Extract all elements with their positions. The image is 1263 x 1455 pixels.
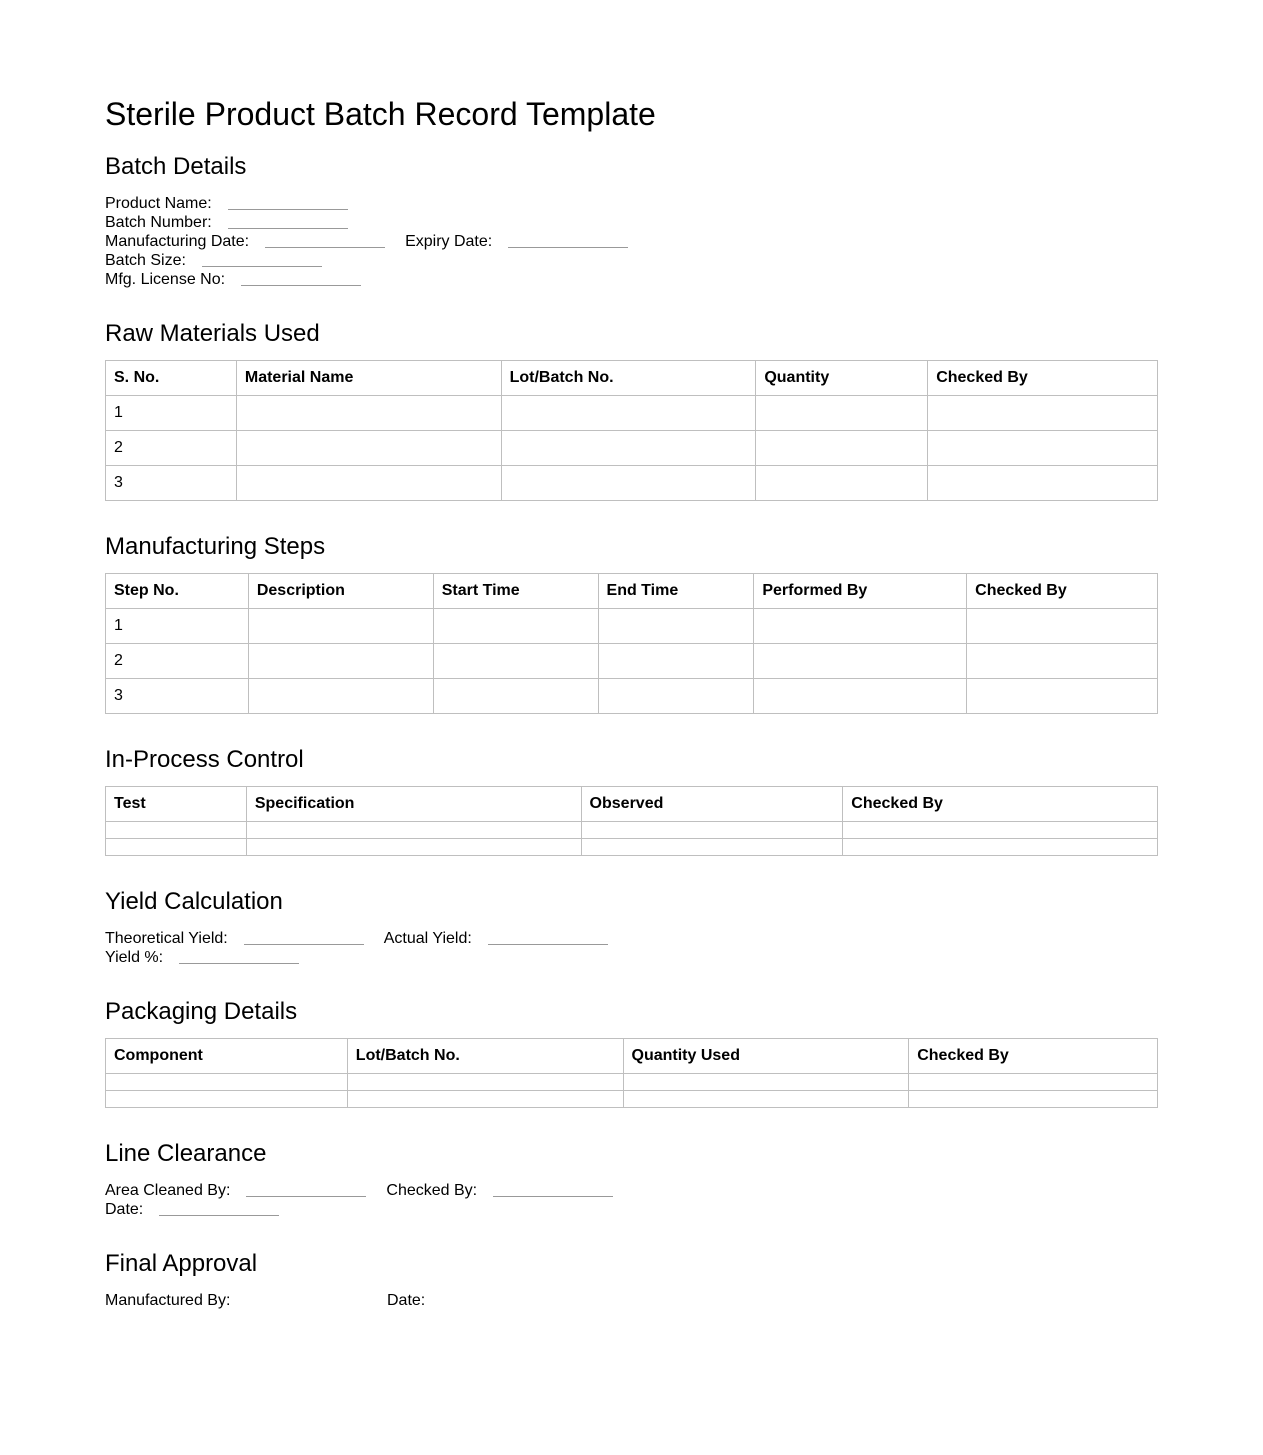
column-header: Quantity Used (623, 1039, 909, 1074)
column-header: Specification (246, 787, 581, 822)
table-row (106, 431, 1158, 466)
line-clearance-heading: Line Clearance (105, 1140, 267, 1167)
license-row (105, 270, 361, 289)
manufacturing-steps-table (105, 573, 1158, 714)
table-cell[interactable] (843, 822, 1158, 839)
final-approval-heading: Final Approval (105, 1250, 258, 1277)
column-header: Checked By (909, 1039, 1158, 1074)
table-cell[interactable] (623, 1074, 909, 1091)
table-cell[interactable] (106, 1091, 348, 1108)
date-label: Date: (105, 1201, 144, 1218)
in-process-control-heading: In-Process Control (105, 746, 304, 773)
table-row (106, 1074, 1158, 1091)
yield-percent-field[interactable] (179, 948, 299, 964)
table-cell[interactable] (581, 822, 843, 839)
yield-percent-row (105, 948, 299, 967)
table-header-row (106, 361, 1158, 396)
column-header: Description (248, 574, 433, 609)
row-number: 1 (106, 609, 249, 644)
table-cell[interactable] (623, 1091, 909, 1108)
row-number: 1 (106, 396, 237, 431)
table-cell[interactable] (928, 466, 1158, 501)
table-cell[interactable] (598, 679, 754, 714)
table-cell[interactable] (754, 644, 967, 679)
table-cell[interactable] (106, 822, 247, 839)
column-header: Start Time (433, 574, 598, 609)
table-cell[interactable] (754, 679, 967, 714)
column-header: Lot/Batch No. (347, 1039, 623, 1074)
table-cell[interactable] (433, 609, 598, 644)
in-process-control-table (105, 786, 1158, 856)
table-cell[interactable] (246, 822, 581, 839)
product-name-row (105, 194, 348, 213)
batch-details-heading: Batch Details (105, 153, 247, 180)
table-cell[interactable] (967, 609, 1158, 644)
table-row (106, 466, 1158, 501)
column-header: End Time (598, 574, 754, 609)
yield-percent-label: Yield %: (105, 949, 164, 966)
row-number: 3 (106, 679, 249, 714)
table-cell[interactable] (501, 466, 756, 501)
theoretical-yield-label: Theoretical Yield: (105, 930, 228, 947)
table-cell[interactable] (236, 466, 501, 501)
checked-by-field[interactable] (493, 1181, 613, 1197)
table-cell[interactable] (501, 431, 756, 466)
table-cell[interactable] (246, 839, 581, 856)
manufactured-by-label: Manufactured By: (105, 1292, 231, 1309)
table-cell[interactable] (106, 1074, 348, 1091)
batch-number-field[interactable] (228, 213, 348, 229)
table-cell[interactable] (598, 609, 754, 644)
product-name-field[interactable] (228, 194, 348, 210)
expiry-date-field[interactable] (508, 232, 628, 248)
table-cell[interactable] (598, 644, 754, 679)
column-header: Checked By (928, 361, 1158, 396)
license-no-label: Mfg. License No: (105, 271, 226, 288)
column-header: Lot/Batch No. (501, 361, 756, 396)
batch-size-field[interactable] (202, 251, 322, 267)
batch-number-row (105, 213, 348, 232)
table-cell[interactable] (967, 644, 1158, 679)
table-cell[interactable] (756, 396, 928, 431)
table-header-row (106, 787, 1158, 822)
row-number: 2 (106, 431, 237, 466)
table-cell[interactable] (347, 1091, 623, 1108)
table-cell[interactable] (581, 839, 843, 856)
actual-yield-field[interactable] (488, 929, 608, 945)
table-cell[interactable] (967, 679, 1158, 714)
table-cell[interactable] (248, 644, 433, 679)
packaging-details-heading: Packaging Details (105, 998, 298, 1025)
table-cell[interactable] (106, 839, 247, 856)
line-clearance-row (105, 1181, 613, 1200)
table-cell[interactable] (909, 1091, 1158, 1108)
table-cell[interactable] (843, 839, 1158, 856)
dates-row (105, 232, 628, 251)
table-cell[interactable] (433, 679, 598, 714)
table-cell[interactable] (909, 1074, 1158, 1091)
column-header: Observed (581, 787, 843, 822)
raw-materials-heading: Raw Materials Used (105, 320, 320, 347)
batch-size-label: Batch Size: (105, 252, 186, 269)
license-no-field[interactable] (241, 270, 361, 286)
table-header-row (106, 1039, 1158, 1074)
packaging-details-table (105, 1038, 1158, 1108)
manufacturing-steps-heading: Manufacturing Steps (105, 533, 326, 560)
column-header: Checked By (967, 574, 1158, 609)
table-row (106, 609, 1158, 644)
column-header: Performed By (754, 574, 967, 609)
table-cell[interactable] (756, 466, 928, 501)
manufacturing-date-field[interactable] (265, 232, 385, 248)
column-header: S. No. (106, 361, 237, 396)
table-cell[interactable] (347, 1074, 623, 1091)
column-header: Component (106, 1039, 348, 1074)
row-number: 2 (106, 644, 249, 679)
row-number: 3 (106, 466, 237, 501)
expiry-date-label: Expiry Date: (405, 233, 493, 250)
table-cell[interactable] (928, 431, 1158, 466)
page-title: Sterile Product Batch Record Template (105, 96, 656, 132)
batch-size-row (105, 251, 322, 270)
batch-record-document (105, 0, 1158, 1309)
column-header: Quantity (756, 361, 928, 396)
checked-by-label: Checked By: (386, 1182, 478, 1199)
table-row (106, 644, 1158, 679)
actual-yield-label: Actual Yield: (383, 930, 472, 947)
theoretical-yield-field[interactable] (244, 929, 364, 945)
table-cell[interactable] (236, 396, 501, 431)
table-row (106, 1091, 1158, 1108)
table-row (106, 679, 1158, 714)
date-field[interactable] (159, 1200, 279, 1216)
column-header: Material Name (236, 361, 501, 396)
line-clearance-date-row (105, 1200, 279, 1219)
yield-calculation-heading: Yield Calculation (105, 888, 283, 915)
table-header-row (106, 574, 1158, 609)
table-row (106, 822, 1158, 839)
table-cell[interactable] (236, 431, 501, 466)
table-cell[interactable] (248, 609, 433, 644)
column-header: Step No. (106, 574, 249, 609)
raw-materials-table (105, 360, 1158, 501)
area-cleaned-by-label: Area Cleaned By: (105, 1182, 231, 1199)
area-cleaned-by-field[interactable] (246, 1181, 366, 1197)
batch-number-label: Batch Number: (105, 214, 212, 231)
table-cell[interactable] (501, 396, 756, 431)
table-cell[interactable] (756, 431, 928, 466)
table-cell[interactable] (754, 609, 967, 644)
column-header: Checked By (843, 787, 1158, 822)
table-row (106, 839, 1158, 856)
table-cell[interactable] (248, 679, 433, 714)
approval-date-label: Date: (387, 1292, 426, 1309)
yield-row (105, 929, 608, 948)
product-name-label: Product Name: (105, 195, 212, 212)
column-header: Test (106, 787, 247, 822)
manufacturing-date-label: Manufacturing Date: (105, 233, 250, 250)
table-cell[interactable] (928, 396, 1158, 431)
final-approval-row (105, 1291, 425, 1310)
table-row (106, 396, 1158, 431)
table-cell[interactable] (433, 644, 598, 679)
